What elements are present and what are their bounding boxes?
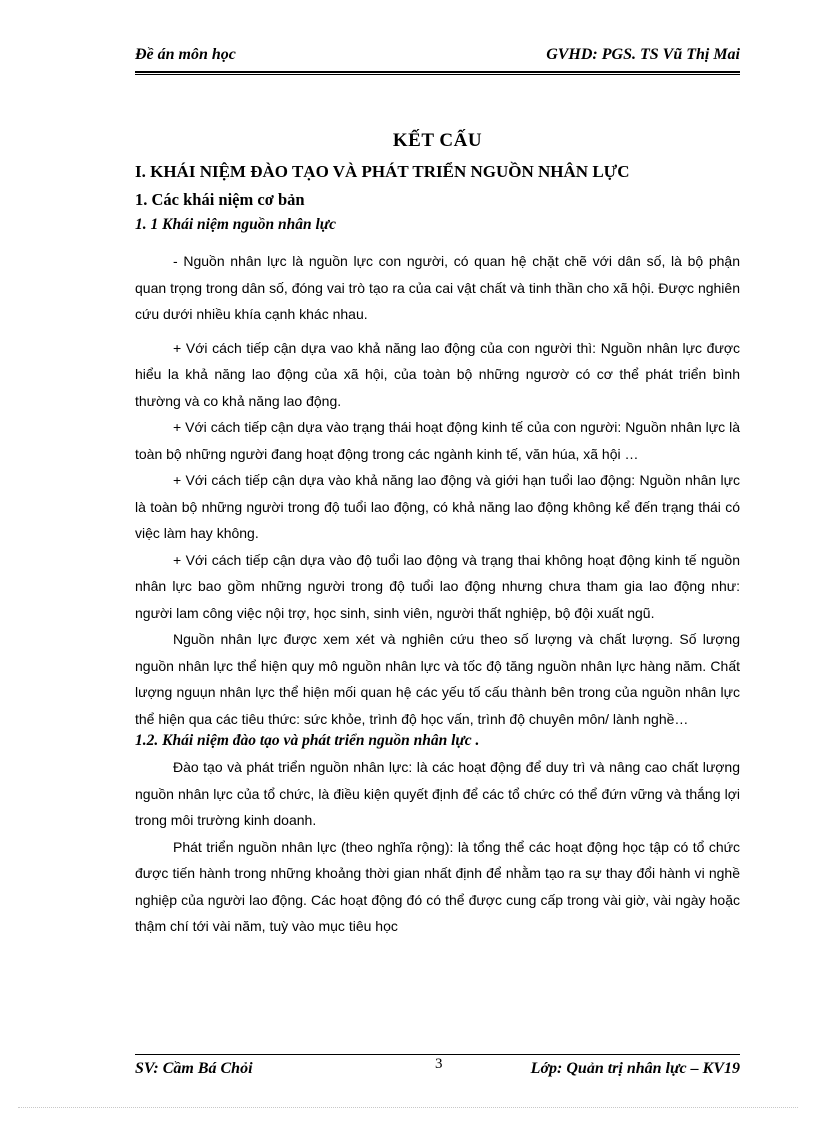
header-rule	[135, 71, 740, 73]
subsection-heading-1-2: 1.2. Khái niệm đào tạo và phát triển nguồn nhân lực .	[135, 732, 480, 749]
page-footer	[135, 1058, 740, 1082]
page-number: 3	[435, 1056, 443, 1072]
header-rule-thin	[135, 74, 740, 75]
paragraph: Nguồn nhân lực được xem xét và nghiên cứu theo số lượng và chất lượng. Số lượng nguồn nhân lực thể hiện quy mô nguồn nhân lực và tốc độ tăng nguồn nhân lực hàng năm. Chất lượng nguụn nhân lực thể hiện mối quan hệ các yếu tố cấu thành bên trong của nguồn nhân lực thể hiện qua các tiêu thức: sức khỏe, trình độ học vấn, trình độ chuyên môn/ lành nghề…	[135, 631, 740, 727]
subsection-heading-1: 1. Các khái niệm cơ bản	[135, 190, 305, 209]
header-supervisor: GVHD: PGS. TS Vũ Thị Mai	[546, 46, 740, 63]
paragraph: + Với cách tiếp cận dựa vao khả năng lao động của con người thì: Nguồn nhân lực được hiểu la khả năng lao động của xã hội, của toàn bộ những ngươờ có cơ thể phát triển bình thường và co khả năng lao động.	[135, 339, 740, 409]
paragraph: + Với cách tiếp cận dựa vào trạng thái hoạt động kinh tế của con người: Nguồn nhân lực là toàn bộ những người đang hoạt động trong các ngành kinh tế, văn húa, xã hội …	[135, 419, 740, 462]
paragraph: + Với cách tiếp cận dựa vào độ tuổi lao động và trạng thai không hoạt động kinh tế nguồn nhân lực bao gồm những người trong độ tuổi lao động nhưng chưa tham gia lao động như: người lam công việc nội trợ, học sinh, sinh viên, người thất nghiệp, bộ đội xuất ngũ.	[135, 551, 740, 621]
paragraph: Phát triển nguồn nhân lực (theo nghĩa rộng): là tổng thể các hoạt động học tập có tổ chức được tiến hành trong những khoảng thời gian nhất định để nhằm tạo ra sự thay đổi hành vi nghề nghiệp của người lao động. Các hoạt động đó có thể được cung cấp trong vài giờ, vài ngày hoặc thậm chí tới vài năm, tuỳ vào mục tiêu học	[135, 838, 740, 934]
header-course-title: Đề án môn học	[135, 46, 236, 63]
page-header	[135, 44, 740, 68]
document-title: KẾT CẤU	[392, 130, 483, 151]
paragraph: + Với cách tiếp cận dựa vào khả năng lao động và giới hạn tuổi lao động: Nguồn nhân lực là toàn bộ những người trong độ tuổi lao động, có khả năng lao động không kể đến trạng thái có việc làm hay không.	[135, 472, 740, 541]
subsection-heading-1-1: 1. 1 Khái niệm nguồn nhân lực	[135, 216, 336, 233]
footer-class: Lớp: Quản trị nhân lực – KV19	[530, 1060, 740, 1077]
paragraph: - Nguồn nhân lực là nguồn lực con người, có quan hệ chặt chẽ với dân số, là bộ phận quan trọng trong dân số, đóng vai trò tạo ra của cai vật chất và tinh thần cho xã hội. Được nghiên cứu dưới nhiều khía cạnh khác nhau.	[135, 253, 740, 322]
paragraph: Đào tạo và phát triển nguồn nhân lực: là các hoạt động để duy trì và nâng cao chất lượng nguồn nhân lực của tổ chức, là điều kiện quyết định để các tổ chức có thể đứn vững và thắng lợi trong môi trường kinh doanh.	[135, 759, 740, 828]
footer-student: SV: Cầm Bá Chỏi	[135, 1060, 253, 1077]
footer-rule	[135, 1054, 740, 1055]
page-body	[135, 130, 740, 940]
section-heading-1: I. KHÁI NIỆM ĐÀO TẠO VÀ PHÁT TRIỂN NGUỒN NHÂN LỰC	[135, 162, 630, 181]
page-edge-divider	[18, 1107, 798, 1108]
